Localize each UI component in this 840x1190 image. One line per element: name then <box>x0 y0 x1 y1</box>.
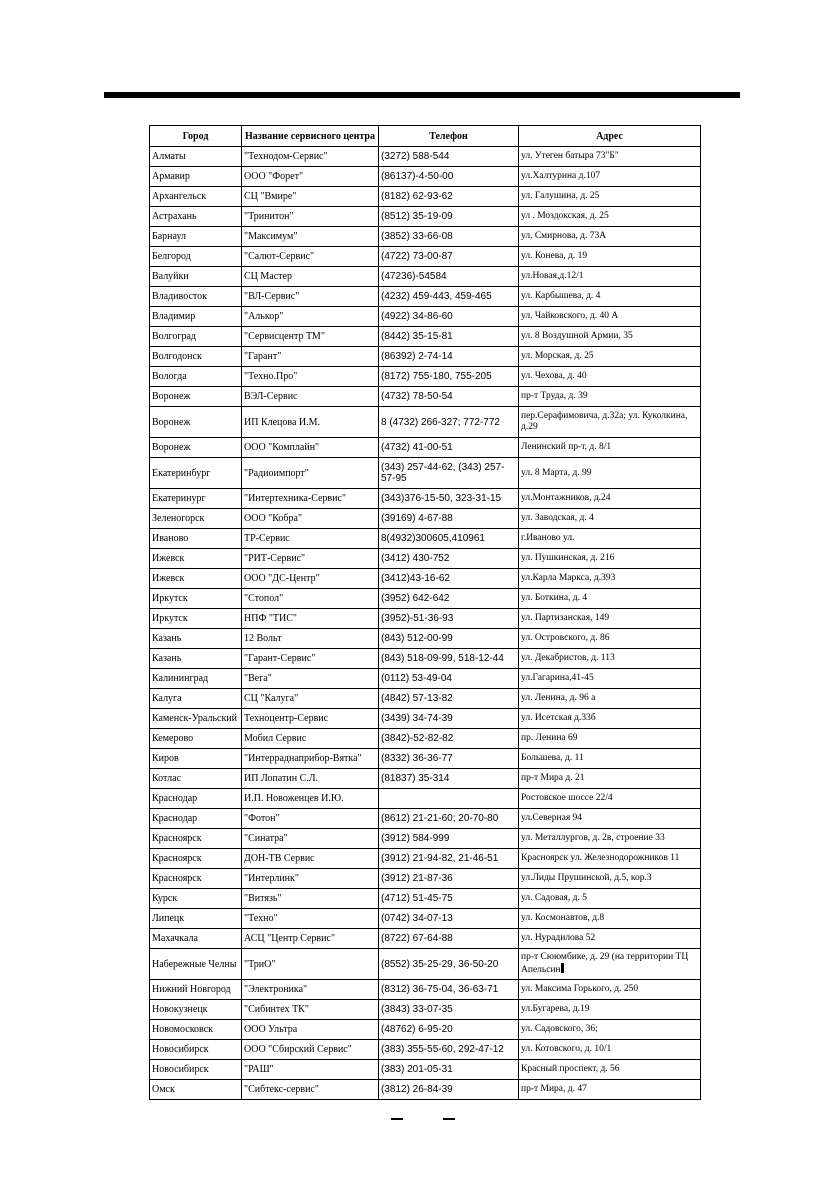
cell-phone: (8332) 36-36-77 <box>379 749 519 769</box>
table-row <box>150 438 701 458</box>
table-row <box>150 769 701 789</box>
cell-phone: (39169) 4-67-88 <box>379 509 519 529</box>
table-row <box>150 147 701 167</box>
cell-service-name: "Интерраднаприбор-Вятка" <box>242 749 379 769</box>
header-address: Адрес <box>519 126 701 147</box>
cell-phone: (4732) 78-50-54 <box>379 387 519 407</box>
cell-phone: (4922) 34-86-60 <box>379 307 519 327</box>
cell-phone: (3912) 584-999 <box>379 829 519 849</box>
cell-address: ул. Садовая, д. 5 <box>519 889 701 909</box>
table-row <box>150 689 701 709</box>
cell-city: Казань <box>150 649 242 669</box>
cell-address: Ленинский пр-т, д. 8/1 <box>519 438 701 458</box>
cell-service-name: "Сибинтех ТК" <box>242 1000 379 1020</box>
cell-service-name: ООО "Комплайн" <box>242 438 379 458</box>
cell-phone: (8172) 755-180, 755-205 <box>379 367 519 387</box>
cell-service-name: "Интертехника-Сервис" <box>242 489 379 509</box>
cell-service-name: Техноцентр-Сервис <box>242 709 379 729</box>
cell-phone: (3412) 430-752 <box>379 549 519 569</box>
cell-service-name: АСЦ "Центр Сервис" <box>242 929 379 949</box>
cell-phone: (86137)-4-50-00 <box>379 167 519 187</box>
cell-phone: (343) 257-44-62, (343) 257-57-95 <box>379 458 519 489</box>
cell-address: ул. Максима Горького, д. 250 <box>519 980 701 1000</box>
cell-address: ул. Боткина, д. 4 <box>519 589 701 609</box>
cell-service-name: ООО "Сбирский Сервис" <box>242 1040 379 1060</box>
cell-service-name: "Электроника" <box>242 980 379 1000</box>
cell-phone: (3912) 21-94-82, 21-46-51 <box>379 849 519 869</box>
cell-city: Набережные Челны <box>150 949 242 980</box>
cell-phone: (3272) 588-544 <box>379 147 519 167</box>
table-row <box>150 167 701 187</box>
table-row <box>150 367 701 387</box>
cell-city: Воронеж <box>150 387 242 407</box>
cell-city: Вологда <box>150 367 242 387</box>
cell-address: ул. Галушина, д. 25 <box>519 187 701 207</box>
cell-address: ул. 8 Воздушной Армии, 35 <box>519 327 701 347</box>
cell-service-name: "Фотон" <box>242 809 379 829</box>
cell-address: пр-т Сююмбике, д. 29 (на территории ТЦ Апельсин <box>519 949 701 980</box>
service-centers-table <box>149 125 701 1100</box>
header-service-name: Название сервисного центра <box>242 126 379 147</box>
cell-city: Кемерово <box>150 729 242 749</box>
cell-service-name: "Интерлинк" <box>242 869 379 889</box>
cell-service-name: "ТриО" <box>242 949 379 980</box>
cell-service-name: "Гарант-Сервис" <box>242 649 379 669</box>
header-phone: Телефон <box>379 126 519 147</box>
cell-phone: (86392) 2-74-14 <box>379 347 519 367</box>
cell-city: Киров <box>150 749 242 769</box>
cell-address: ул. Утеген батыра 73"Б" <box>519 147 701 167</box>
cell-phone <box>379 789 519 809</box>
table-row <box>150 529 701 549</box>
cell-service-name: "Максимум" <box>242 227 379 247</box>
cell-city: Калуга <box>150 689 242 709</box>
cell-service-name: "РАШ" <box>242 1060 379 1080</box>
cell-address: пер.Серафимовича, д.32а; ул. Куколкина, д.29 <box>519 407 701 438</box>
cell-phone: (0112) 53-49-04 <box>379 669 519 689</box>
cell-city: Валуйки <box>150 267 242 287</box>
cell-service-name: "Вега" <box>242 669 379 689</box>
cell-service-name: "Салют-Сервис" <box>242 247 379 267</box>
cell-city: Архангельск <box>150 187 242 207</box>
cell-address: ул. Конева, д. 19 <box>519 247 701 267</box>
cell-service-name: ИП Лопатин С.Л. <box>242 769 379 789</box>
top-rule <box>104 92 740 98</box>
table-row <box>150 509 701 529</box>
cell-service-name: ТР-Сервис <box>242 529 379 549</box>
table-row <box>150 929 701 949</box>
text-cursor <box>561 963 564 973</box>
table-row <box>150 287 701 307</box>
cell-city: Красноярск <box>150 849 242 869</box>
cell-phone: (843) 518-09-99, 518-12-44 <box>379 649 519 669</box>
cell-phone: 8 (4732) 266-327; 772-772 <box>379 407 519 438</box>
cell-address: ул. Партизанская, 149 <box>519 609 701 629</box>
cell-address: Большева, д. 11 <box>519 749 701 769</box>
cell-address: ул. Садовского, 36; <box>519 1020 701 1040</box>
cell-phone: (81837) 35-314 <box>379 769 519 789</box>
cell-city: Калининград <box>150 669 242 689</box>
cell-service-name: ДОН-ТВ Сервис <box>242 849 379 869</box>
cell-city: Красноярск <box>150 869 242 889</box>
cell-city: Иркутск <box>150 589 242 609</box>
cell-address: Красноярск ул. Железнодорожников 11 <box>519 849 701 869</box>
footer-dash-right <box>443 1118 455 1120</box>
table-row <box>150 909 701 929</box>
table-row <box>150 889 701 909</box>
cell-phone: (3843) 33-07-35 <box>379 1000 519 1020</box>
cell-phone: (3952)-51-36-93 <box>379 609 519 629</box>
cell-address: ул. Котовского, д. 10/1 <box>519 1040 701 1060</box>
cell-phone: (4712) 51-45-75 <box>379 889 519 909</box>
cell-city: Воронеж <box>150 438 242 458</box>
table-row <box>150 629 701 649</box>
cell-phone: (3439) 34-74-39 <box>379 709 519 729</box>
cell-city: Красноярск <box>150 829 242 849</box>
cell-address: ул . Моздокская, д. 25 <box>519 207 701 227</box>
cell-address: ул.Гагарина,41-45 <box>519 669 701 689</box>
cell-phone: (843) 512-00-99 <box>379 629 519 649</box>
cell-city: Армавир <box>150 167 242 187</box>
cell-city: Белгород <box>150 247 242 267</box>
cell-phone: (8442) 35-15-81 <box>379 327 519 347</box>
cell-address: ул. Ленина, д. 96 а <box>519 689 701 709</box>
cell-address: пр-т Мира, д. 47 <box>519 1080 701 1100</box>
table-row <box>150 1080 701 1100</box>
table-row <box>150 749 701 769</box>
cell-city: Владимир <box>150 307 242 327</box>
cell-address: ул.Карла Маркса, д.393 <box>519 569 701 589</box>
cell-phone: (4842) 57-13-82 <box>379 689 519 709</box>
cell-address: ул.Бугарева, д.19 <box>519 1000 701 1020</box>
cell-city: Махачкала <box>150 929 242 949</box>
cell-city: Ижевск <box>150 569 242 589</box>
cell-city: Владивосток <box>150 287 242 307</box>
cell-service-name: СЦ Мастер <box>242 267 379 287</box>
cell-address: ул.Халтурина д.107 <box>519 167 701 187</box>
cell-phone: (383) 355-55-60, 292-47-12 <box>379 1040 519 1060</box>
cell-city: Краснодар <box>150 809 242 829</box>
header-city: Город <box>150 126 242 147</box>
cell-city: Иркутск <box>150 609 242 629</box>
cell-address: г.Иваново ул. <box>519 529 701 549</box>
cell-address: ул. Карбышева, д. 4 <box>519 287 701 307</box>
cell-address: пр-т Труда, д. 39 <box>519 387 701 407</box>
table-row <box>150 1060 701 1080</box>
cell-phone: (8182) 62-93-62 <box>379 187 519 207</box>
table-row <box>150 669 701 689</box>
table-row <box>150 609 701 629</box>
cell-address: ул.Лиды Прушинской, д.5, кор.3 <box>519 869 701 889</box>
table-row <box>150 387 701 407</box>
cell-city: Волгоград <box>150 327 242 347</box>
cell-city: Новокузнецк <box>150 1000 242 1020</box>
cell-phone: (8722) 67-64-88 <box>379 929 519 949</box>
cell-service-name: "Тринитон" <box>242 207 379 227</box>
cell-city: Новосибирск <box>150 1040 242 1060</box>
table-row <box>150 569 701 589</box>
cell-address: ул. 8 Марта, д. 99 <box>519 458 701 489</box>
table-row <box>150 1020 701 1040</box>
cell-city: Котлас <box>150 769 242 789</box>
cell-address: ул. Нурадилова 52 <box>519 929 701 949</box>
cell-service-name: "Синатра" <box>242 829 379 849</box>
cell-address: ул. Заводская, д. 4 <box>519 509 701 529</box>
cell-address: ул. Чехова, д. 40 <box>519 367 701 387</box>
cell-phone: (3812) 26-84-39 <box>379 1080 519 1100</box>
cell-phone: (4722) 73-00-87 <box>379 247 519 267</box>
table-row <box>150 809 701 829</box>
table-row <box>150 347 701 367</box>
cell-phone: (383) 201-05-31 <box>379 1060 519 1080</box>
cell-city: Омск <box>150 1080 242 1100</box>
cell-service-name: "РИТ-Сервис" <box>242 549 379 569</box>
table-row <box>150 549 701 569</box>
cell-address: ул.Монтажников, д.24 <box>519 489 701 509</box>
table-row <box>150 1040 701 1060</box>
cell-city: Курск <box>150 889 242 909</box>
table-row <box>150 589 701 609</box>
cell-phone: (343)376-15-50, 323-31-15 <box>379 489 519 509</box>
cell-service-name: 12 Вольт <box>242 629 379 649</box>
table-header-row <box>150 126 701 147</box>
table-row <box>150 980 701 1000</box>
cell-address: ул. Островского, д. 86 <box>519 629 701 649</box>
cell-address: ул. Исетская д.33б <box>519 709 701 729</box>
table-row <box>150 849 701 869</box>
cell-phone: (3842)-52-82-82 <box>379 729 519 749</box>
table-row <box>150 187 701 207</box>
cell-city: Астрахань <box>150 207 242 227</box>
cell-service-name: "Технодом-Сервис" <box>242 147 379 167</box>
table-body <box>150 147 701 1100</box>
cell-city: Ижевск <box>150 549 242 569</box>
cell-service-name: ООО "ДС-Центр" <box>242 569 379 589</box>
cell-phone: (4732) 41-00-51 <box>379 438 519 458</box>
cell-phone: (3912) 21-87-36 <box>379 869 519 889</box>
cell-city: Новосибирск <box>150 1060 242 1080</box>
cell-phone: 8(4932)300605,410961 <box>379 529 519 549</box>
table-row <box>150 649 701 669</box>
table-row <box>150 789 701 809</box>
cell-phone: (48762) 6-95-20 <box>379 1020 519 1040</box>
cell-city: Липецк <box>150 909 242 929</box>
cell-phone: (8552) 35-25-29, 36-50-20 <box>379 949 519 980</box>
table-row <box>150 1000 701 1020</box>
cell-service-name: ООО "Форет" <box>242 167 379 187</box>
cell-address: ул. Космонавтов, д.8 <box>519 909 701 929</box>
cell-city: Иваново <box>150 529 242 549</box>
cell-city: Новомосковск <box>150 1020 242 1040</box>
cell-service-name: "Сервисцентр ТМ" <box>242 327 379 347</box>
cell-address: ул. Морская, д. 25 <box>519 347 701 367</box>
cell-service-name: НПФ "ТИС" <box>242 609 379 629</box>
cell-phone: (3412)43-16-62 <box>379 569 519 589</box>
table-row <box>150 227 701 247</box>
cell-phone: (3852) 33-66-08 <box>379 227 519 247</box>
cell-city: Волгодонск <box>150 347 242 367</box>
table-row <box>150 307 701 327</box>
cell-service-name: И.П. Новоженцев И.Ю. <box>242 789 379 809</box>
table-row <box>150 247 701 267</box>
cell-phone: (4232) 459-443, 459-465 <box>379 287 519 307</box>
cell-service-name: ООО "Кобра" <box>242 509 379 529</box>
cell-service-name: "Стопол" <box>242 589 379 609</box>
cell-phone: (0742) 34-07-13 <box>379 909 519 929</box>
cell-address: пр-т Мира д. 21 <box>519 769 701 789</box>
cell-city: Зеленогорск <box>150 509 242 529</box>
cell-address: ул. Декабристов, д. 113 <box>519 649 701 669</box>
cell-city: Краснодар <box>150 789 242 809</box>
cell-phone: (47236)-54584 <box>379 267 519 287</box>
cell-city: Воронеж <box>150 407 242 438</box>
cell-address: пр. Ленина 69 <box>519 729 701 749</box>
table-row <box>150 729 701 749</box>
cell-service-name: "Техно.Про" <box>242 367 379 387</box>
cell-service-name: "ВЛ-Сервис" <box>242 287 379 307</box>
cell-address: ул.Новая,д.12/1 <box>519 267 701 287</box>
cell-address: Ростовское шоссе 22/4 <box>519 789 701 809</box>
cell-city: Алматы <box>150 147 242 167</box>
footer-dash-left <box>391 1118 403 1120</box>
table-row <box>150 327 701 347</box>
table-row <box>150 207 701 227</box>
cell-phone: (8512) 35-19-09 <box>379 207 519 227</box>
cell-city: Екатеринург <box>150 489 242 509</box>
cell-service-name: ВЭЛ-Сервис <box>242 387 379 407</box>
cell-phone: (8312) 36-75-04, 36-63-71 <box>379 980 519 1000</box>
cell-address: ул. Чайковского, д. 40 А <box>519 307 701 327</box>
cell-service-name: СЦ "Вмире" <box>242 187 379 207</box>
table-row <box>150 489 701 509</box>
cell-city: Каменск-Уральский <box>150 709 242 729</box>
table-row <box>150 949 701 980</box>
table-row <box>150 709 701 729</box>
cell-city: Нижний Новгород <box>150 980 242 1000</box>
cell-phone: (3952) 642-642 <box>379 589 519 609</box>
cell-service-name: "Радиоимпорт" <box>242 458 379 489</box>
table-row <box>150 267 701 287</box>
table-row <box>150 458 701 489</box>
table-row <box>150 407 701 438</box>
cell-service-name: ООО Ультра <box>242 1020 379 1040</box>
cell-city: Казань <box>150 629 242 649</box>
cell-service-name: "Гарант" <box>242 347 379 367</box>
cell-city: Барнаул <box>150 227 242 247</box>
cell-service-name: "Алькор" <box>242 307 379 327</box>
cell-address: ул.Северная 94 <box>519 809 701 829</box>
cell-service-name: Мобил Сервис <box>242 729 379 749</box>
table-row <box>150 829 701 849</box>
cell-service-name: "Сибтекс-сервис" <box>242 1080 379 1100</box>
table-row <box>150 869 701 889</box>
cell-address: ул. Металлургов, д. 2в, строение 33 <box>519 829 701 849</box>
cell-city: Екатеринбург <box>150 458 242 489</box>
cell-service-name: "Витязь" <box>242 889 379 909</box>
cell-address: ул. Пушкинская, д. 216 <box>519 549 701 569</box>
cell-address: ул. Смирнова, д. 73А <box>519 227 701 247</box>
cell-service-name: СЦ "Калуга" <box>242 689 379 709</box>
cell-address: Красный проспект, д. 56 <box>519 1060 701 1080</box>
cell-phone: (8612) 21-21-60; 20-70-80 <box>379 809 519 829</box>
cell-service-name: "Техно" <box>242 909 379 929</box>
cell-service-name: ИП Клецова И.М. <box>242 407 379 438</box>
